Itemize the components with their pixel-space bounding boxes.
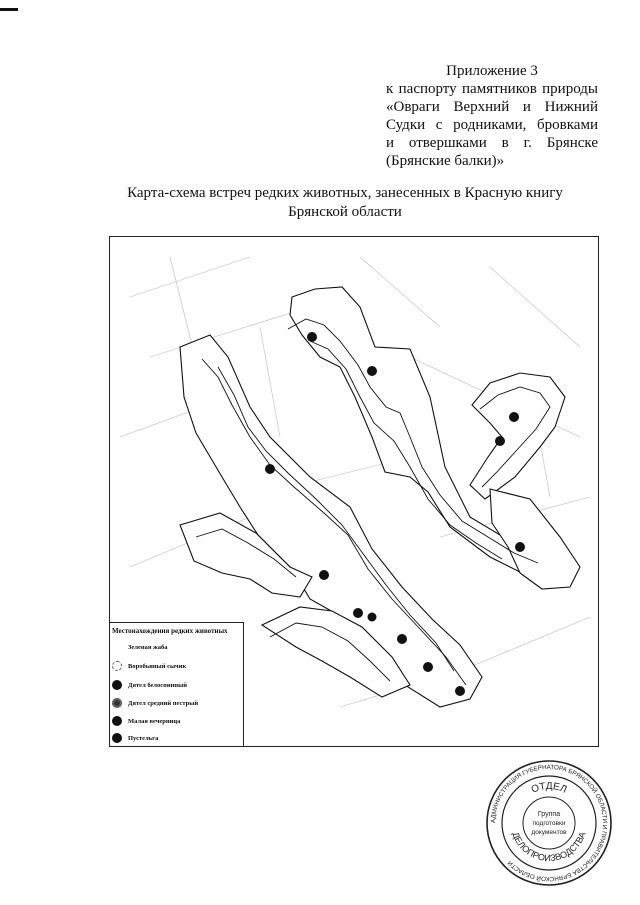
- observation-point: [495, 436, 505, 446]
- legend-item-middle-spotted-woodpecker: [112, 697, 242, 709]
- stamp-ring-text: АДМИНИСТРАЦИЯ ГУБЕРНАТОРА БРЯНСКОЙ ОБЛАСТИ И ПРАВИТЕЛЬСТВА БРЯНСКОЙ ОБЛАСТИ: [489, 763, 609, 883]
- filled-circle-icon: [112, 733, 122, 743]
- legend-item-lesser-noctule: [112, 715, 242, 727]
- map-title: [110, 184, 580, 222]
- legend-label: Пустельга: [128, 734, 159, 742]
- observation-point: [397, 634, 407, 644]
- appendix-line-4: и отвершками в г. Брянске: [386, 135, 598, 151]
- legend-symbol-none: [112, 642, 122, 652]
- official-stamp: [484, 758, 614, 888]
- observation-point: [509, 412, 519, 422]
- legend-label: Малая вечерница: [128, 717, 181, 725]
- observation-point: [367, 366, 377, 376]
- observation-point: [455, 686, 465, 696]
- stamp-center-line-1: Группа: [537, 811, 561, 818]
- appendix-title: Приложение 3: [446, 63, 538, 79]
- map-title-line-2: Брянской области: [288, 204, 402, 220]
- ravine-buffer-southeast: [490, 489, 580, 589]
- stamp-center-line-3: документов: [531, 829, 567, 836]
- filled-circle-icon: [112, 716, 122, 726]
- legend-label: Воробьиный сычик: [128, 662, 187, 670]
- corner-scan-mark: [0, 8, 18, 11]
- observation-point: [423, 662, 433, 672]
- map-legend: [110, 622, 244, 747]
- appendix-header: [386, 62, 598, 170]
- legend-label: Дятел белоспинный: [128, 681, 187, 689]
- legend-title: Местонахождения редких животных: [112, 627, 228, 635]
- appendix-line-5: (Брянские балки)»: [386, 153, 505, 169]
- legend-item-white-backed-woodpecker: [112, 679, 242, 691]
- ravine-buffer-east: [470, 373, 565, 499]
- filled-circle-icon: [112, 680, 122, 690]
- legend-item-pygmy-owl: [112, 660, 242, 672]
- observation-point: [319, 570, 329, 580]
- appendix-line-3: Судки с родниками, бровками: [386, 117, 598, 133]
- stamp-dept-text: ОТДЕЛ: [529, 780, 569, 796]
- stamp-dept2-text: ДЕЛОПРОИЗВОДСТВА: [510, 830, 588, 864]
- observation-point: [515, 542, 525, 552]
- legend-item-kestrel: [112, 732, 242, 744]
- grey-circle-icon: [112, 698, 122, 708]
- observation-point: [307, 332, 317, 342]
- appendix-line-1: к паспорту памятников природы: [386, 81, 598, 97]
- observation-point: [368, 613, 377, 622]
- map-frame: [109, 236, 599, 747]
- observation-point: [353, 608, 363, 618]
- appendix-line-2: «Овраги Верхний и Нижний: [386, 99, 598, 115]
- legend-label: Зеленая жаба: [128, 643, 168, 651]
- observation-point: [265, 464, 275, 474]
- legend-label: Дятел средний пестрый: [128, 699, 199, 707]
- map-title-line-1: Карта-схема встреч редких животных, занесенных в Красную книгу: [127, 185, 563, 201]
- hatched-circle-icon: [112, 661, 122, 671]
- stamp-center-line-2: подготовки: [532, 820, 566, 827]
- legend-item-green-toad: [112, 641, 242, 653]
